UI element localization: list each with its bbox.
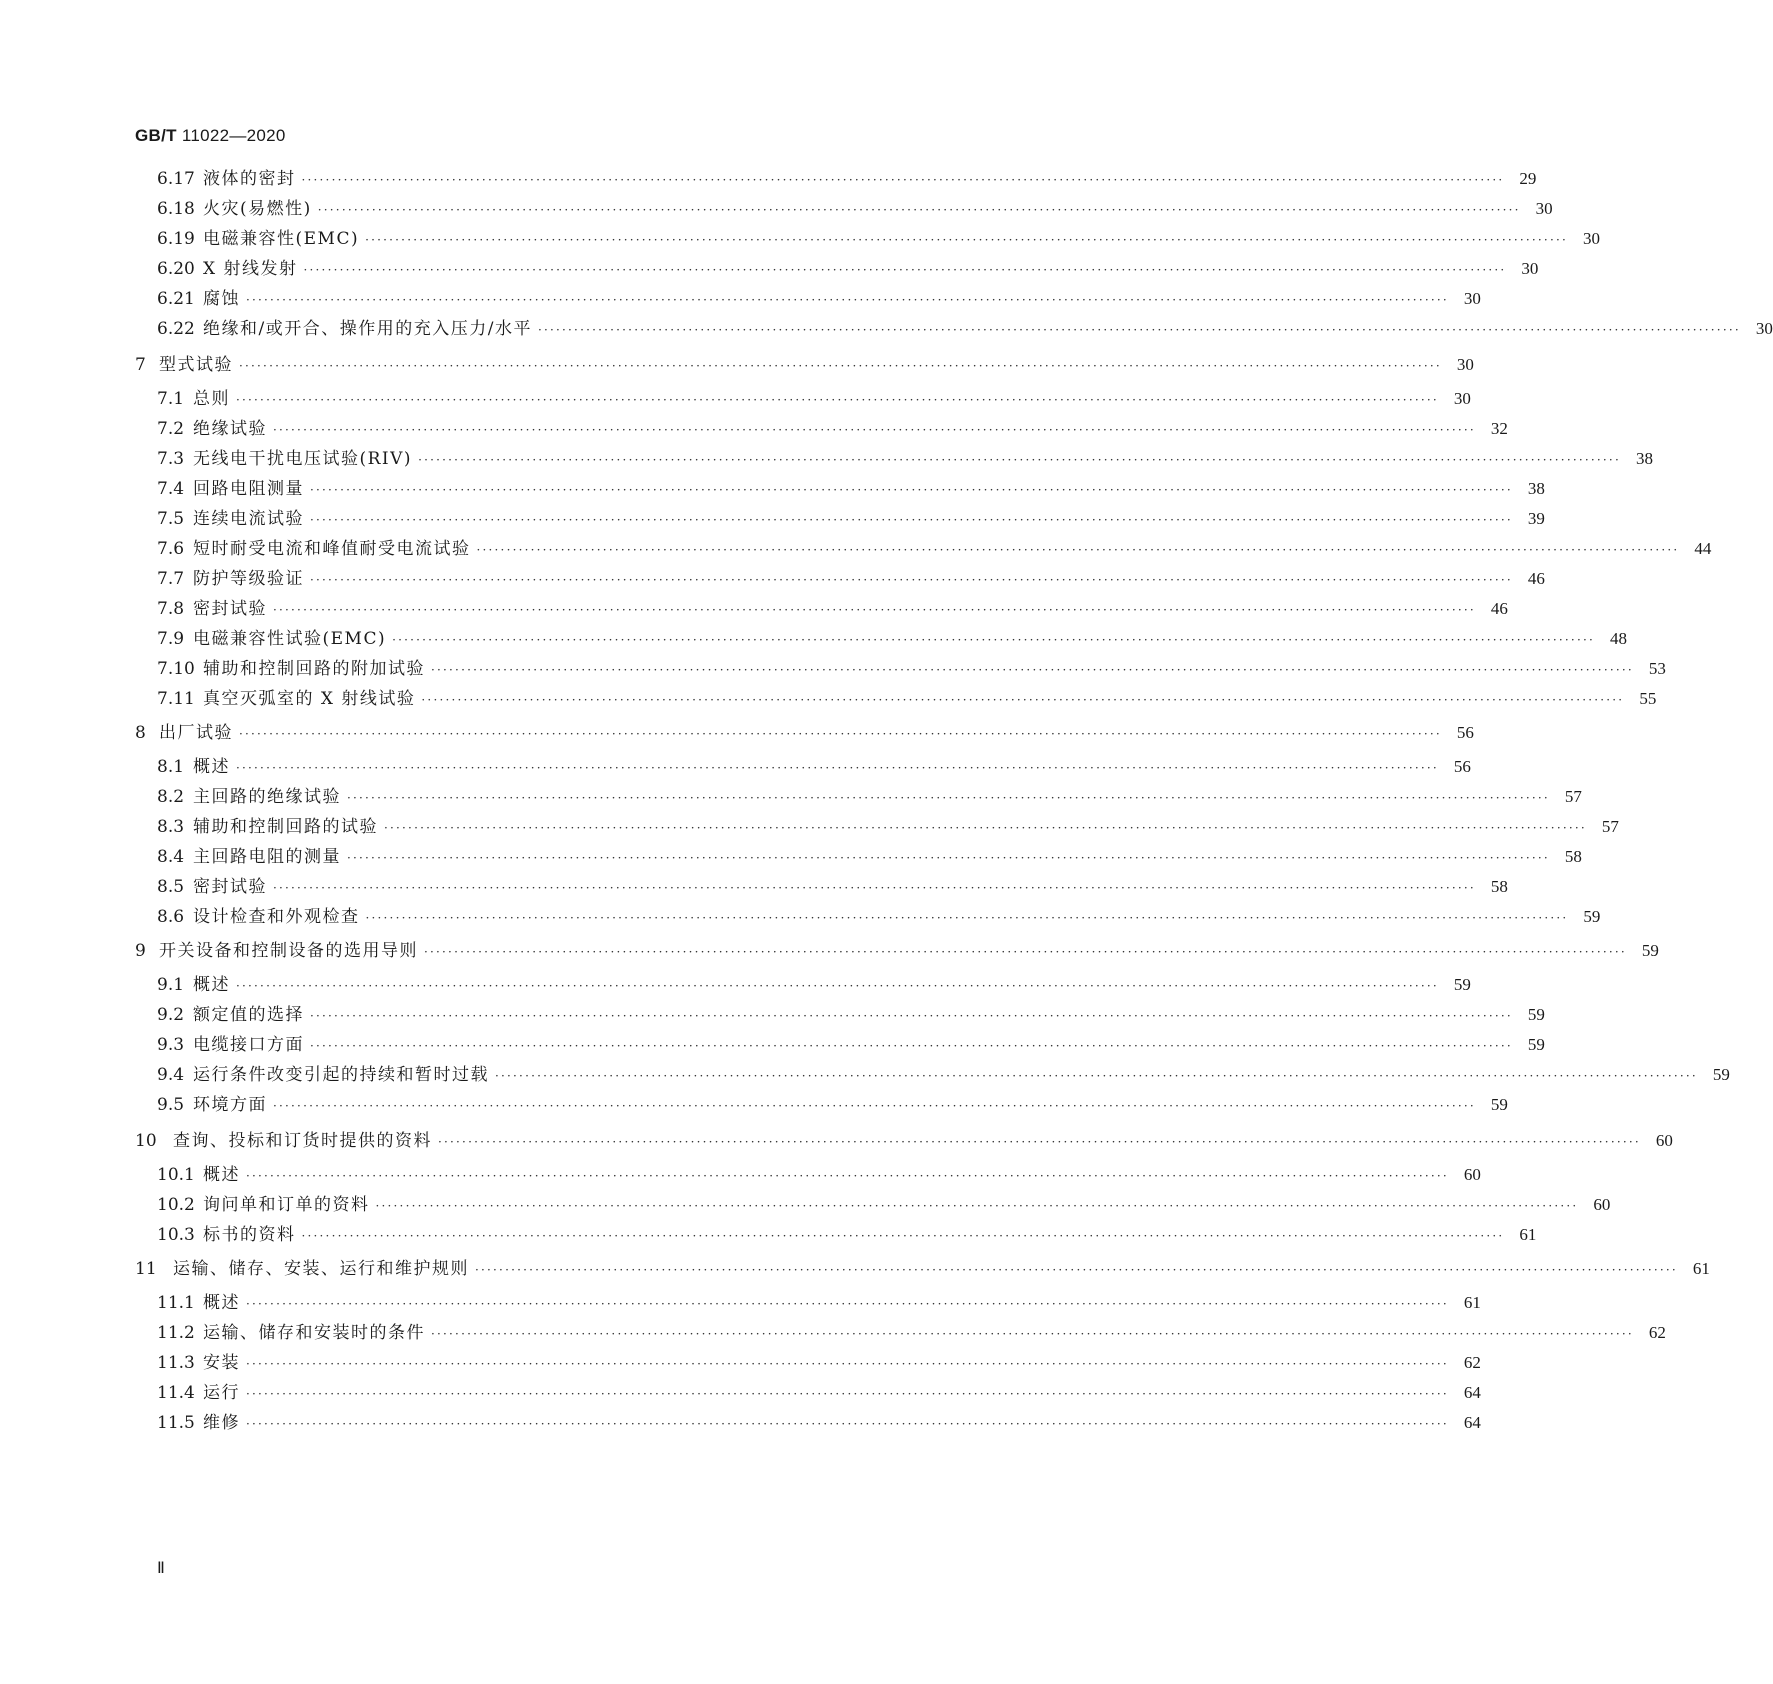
toc-entry-title: 液体的密封 <box>203 169 296 189</box>
toc-entry-page: 32 <box>1490 419 1508 438</box>
toc-entry-page: 48 <box>1609 629 1627 648</box>
toc-entry-page: 61 <box>1463 1293 1481 1312</box>
toc-leader-dots: ········································································································································································································ <box>384 821 1587 835</box>
toc-entry-page: 60 <box>1593 1195 1611 1214</box>
toc-entry-page: 46 <box>1527 569 1545 588</box>
toc-leader-dots: ········································································································································································································ <box>303 263 1507 277</box>
toc-entry[interactable] <box>157 508 1545 531</box>
toc-entry-number: 6.20 <box>157 259 195 279</box>
toc-entry-number: 9.2 <box>157 1005 185 1025</box>
toc-entry[interactable] <box>157 598 1508 621</box>
toc-leader-dots: ········································································································································································································ <box>375 1199 1579 1213</box>
toc-entry-number: 9.4 <box>157 1065 185 1085</box>
toc-entry-title: 型式试验 <box>159 355 233 375</box>
toc-entry-title: 电缆接口方面 <box>193 1035 304 1055</box>
toc-entry[interactable] <box>157 1004 1545 1027</box>
toc-entry-title: 概述 <box>203 1293 240 1313</box>
standard-code: GB/T <box>135 126 177 145</box>
toc-entry-number: 10.2 <box>157 1195 195 1215</box>
toc-entry[interactable] <box>157 1094 1508 1117</box>
toc-leader-dots: ········································································································································································································ <box>239 359 1442 373</box>
toc-leader-dots: ········································································································································································································ <box>273 423 1476 437</box>
toc-entry-title: 运输、储存和安装时的条件 <box>203 1323 425 1343</box>
toc-leader-dots: ········································································································································································································ <box>421 693 1625 707</box>
toc-entry-number: 6.22 <box>157 319 195 339</box>
toc-entry-title: 运输、储存、安装、运行和维护规则 <box>173 1259 469 1279</box>
toc-entry-page: 38 <box>1635 449 1653 468</box>
toc-entry-number: 8.4 <box>157 847 185 867</box>
toc-entry-title: 出厂试验 <box>159 723 233 743</box>
toc-entry-title: 电磁兼容性(EMC) <box>203 229 360 249</box>
toc-leader-dots: ········································································································································································································ <box>239 727 1442 741</box>
page-number-footer: Ⅱ <box>157 1560 165 1577</box>
toc-entry[interactable] <box>157 876 1508 899</box>
toc-entry-page: 60 <box>1655 1131 1673 1150</box>
toc-entry-title: 额定值的选择 <box>193 1005 304 1025</box>
toc-entry-title: 开关设备和控制设备的选用导则 <box>159 941 418 961</box>
toc-entry[interactable] <box>157 288 1481 311</box>
toc-entry[interactable] <box>135 722 1474 745</box>
toc-entry-title: 运行 <box>203 1383 240 1403</box>
toc-entry-number: 7.5 <box>157 509 185 529</box>
toc-entry[interactable] <box>157 1164 1481 1187</box>
toc-entry-page: 59 <box>1527 1005 1545 1024</box>
toc-leader-dots: ········································································································································································································ <box>310 573 1513 587</box>
toc-entry-title: 概述 <box>203 1165 240 1185</box>
toc-entry-number: 7 <box>135 355 146 375</box>
toc-entry-page: 64 <box>1463 1383 1481 1402</box>
toc-leader-dots: ········································································································································································································ <box>246 1387 1449 1401</box>
toc-leader-dots: ········································································································································································································ <box>301 173 1505 187</box>
toc-entry[interactable] <box>157 1224 1537 1247</box>
toc-entry-title: 电磁兼容性试验(EMC) <box>193 629 387 649</box>
toc-entry-page: 61 <box>1692 1259 1710 1278</box>
toc-entry[interactable] <box>157 228 1600 251</box>
toc-entry-title: 火灾(易燃性) <box>203 199 312 219</box>
toc-entry[interactable] <box>157 1292 1481 1315</box>
toc-entry[interactable] <box>157 906 1601 929</box>
toc-entry[interactable] <box>157 1034 1545 1057</box>
toc-leader-dots: ········································································································································································································ <box>476 543 1680 557</box>
toc-entry-title: 运行条件改变引起的持续和暂时过载 <box>193 1065 489 1085</box>
toc-leader-dots: ········································································································································································································ <box>246 293 1449 307</box>
toc-leader-dots: ········································································································································································································ <box>310 1009 1513 1023</box>
toc-entry-number: 6.19 <box>157 229 195 249</box>
toc-entry[interactable] <box>157 568 1545 591</box>
toc-entry-number: 7.1 <box>157 389 185 409</box>
toc-entry-page: 30 <box>1582 229 1600 248</box>
toc-leader-dots: ········································································································································································································ <box>347 791 1550 805</box>
toc-leader-dots: ········································································································································································································ <box>246 1169 1449 1183</box>
toc-entry-title: 标书的资料 <box>203 1225 296 1245</box>
toc-entry-page: 30 <box>1456 355 1474 374</box>
toc-entry-page: 30 <box>1521 259 1539 278</box>
toc-leader-dots: ········································································································································································································ <box>236 761 1439 775</box>
toc-entry-title: 询问单和订单的资料 <box>203 1195 370 1215</box>
toc-entry-title: 概述 <box>193 975 230 995</box>
toc-entry-page: 59 <box>1490 1095 1508 1114</box>
toc-entry-page: 56 <box>1456 723 1474 742</box>
toc-entry-title: 主回路的绝缘试验 <box>193 787 341 807</box>
toc-entry[interactable] <box>157 448 1653 471</box>
toc-entry-number: 11.5 <box>157 1413 195 1433</box>
toc-entry-number: 8.5 <box>157 877 185 897</box>
toc-entry[interactable] <box>157 1194 1611 1217</box>
toc-leader-dots: ········································································································································································································ <box>431 1327 1634 1341</box>
toc-leader-dots: ········································································································································································································ <box>365 233 1568 247</box>
toc-entry-number: 7.10 <box>157 659 195 679</box>
toc-leader-dots: ········································································································································································································ <box>246 1417 1449 1431</box>
toc-entry-page: 61 <box>1519 1225 1537 1244</box>
toc-entry-title: 环境方面 <box>193 1095 267 1115</box>
toc-leader-dots: ········································································································································································································ <box>347 851 1550 865</box>
toc-entry[interactable] <box>157 388 1471 411</box>
toc-entry-page: 62 <box>1648 1323 1666 1342</box>
toc-entry[interactable] <box>157 846 1582 869</box>
toc-entry-number: 7.9 <box>157 629 185 649</box>
toc-entry[interactable] <box>157 1382 1481 1405</box>
toc-entry-title: 辅助和控制回路的附加试验 <box>203 659 425 679</box>
toc-entry[interactable] <box>157 1352 1481 1375</box>
toc-entry[interactable] <box>157 418 1508 441</box>
toc-entry-page: 59 <box>1583 907 1601 926</box>
toc-entry-page: 53 <box>1648 659 1666 678</box>
toc-leader-dots: ········································································································································································································ <box>317 203 1521 217</box>
toc-entry-page: 30 <box>1463 289 1481 308</box>
toc-entry-page: 59 <box>1712 1065 1730 1084</box>
toc-entry-number: 11.4 <box>157 1383 195 1403</box>
toc-entry[interactable] <box>157 756 1471 779</box>
toc-entry-number: 9 <box>135 941 146 961</box>
toc-entry[interactable] <box>135 354 1474 377</box>
toc-entry-page: 39 <box>1527 509 1545 528</box>
toc-entry[interactable] <box>157 1064 1730 1087</box>
toc-entry-page: 30 <box>1535 199 1553 218</box>
toc-entry-title: X 射线发射 <box>203 259 298 279</box>
toc-entry[interactable] <box>157 974 1471 997</box>
toc-leader-dots: ········································································································································································································ <box>431 663 1634 677</box>
toc-entry-number: 9.1 <box>157 975 185 995</box>
toc-entry[interactable] <box>157 786 1582 809</box>
toc-leader-dots: ········································································································································································································ <box>246 1357 1449 1371</box>
toc-entry-number: 7.4 <box>157 479 185 499</box>
toc-entry-page: 58 <box>1490 877 1508 896</box>
toc-entry-title: 密封试验 <box>193 599 267 619</box>
toc-entry[interactable] <box>135 1130 1673 1153</box>
toc-entry[interactable] <box>157 688 1657 711</box>
toc-entry[interactable] <box>157 318 1773 341</box>
toc-entry[interactable] <box>135 1258 1710 1281</box>
toc-leader-dots: ········································································································································································································ <box>424 945 1627 959</box>
toc-leader-dots: ········································································································································································································ <box>495 1069 1698 1083</box>
toc-entry-title: 概述 <box>193 757 230 777</box>
toc-leader-dots: ········································································································································································································ <box>301 1229 1505 1243</box>
toc-entry-title: 查询、投标和订货时提供的资料 <box>173 1131 432 1151</box>
toc-entry-page: 44 <box>1694 539 1712 558</box>
toc-leader-dots: ········································································································································································································ <box>273 1099 1476 1113</box>
toc-entry-number: 10.1 <box>157 1165 195 1185</box>
toc-entry-number: 8.6 <box>157 907 185 927</box>
toc-leader-dots: ········································································································································································································ <box>392 633 1595 647</box>
toc-leader-dots: ········································································································································································································ <box>236 979 1439 993</box>
toc-entry-number: 11.1 <box>157 1293 195 1313</box>
toc-leader-dots: ········································································································································································································ <box>273 881 1476 895</box>
toc-entry-page: 58 <box>1564 847 1582 866</box>
toc-entry-number: 8.3 <box>157 817 185 837</box>
toc-entry[interactable] <box>157 538 1712 561</box>
toc-entry-page: 29 <box>1519 169 1537 188</box>
toc-entry-title: 防护等级验证 <box>193 569 304 589</box>
toc-entry-number: 9.5 <box>157 1095 185 1115</box>
toc-leader-dots: ········································································································································································································ <box>475 1263 1678 1277</box>
toc-entry-page: 30 <box>1453 389 1471 408</box>
toc-entry-title: 主回路电阻的测量 <box>193 847 341 867</box>
toc-entry[interactable] <box>157 168 1537 191</box>
toc-entry-page: 57 <box>1601 817 1619 836</box>
toc-entry-title: 绝缘试验 <box>193 419 267 439</box>
toc-entry-page: 59 <box>1527 1035 1545 1054</box>
toc-leader-dots: ········································································································································································································ <box>273 603 1476 617</box>
toc-leader-dots: ········································································································································································································ <box>310 513 1513 527</box>
toc-entry-title: 辅助和控制回路的试验 <box>193 817 378 837</box>
toc-entry-page: 62 <box>1463 1353 1481 1372</box>
toc-entry-page: 64 <box>1463 1413 1481 1432</box>
toc-entry[interactable] <box>157 658 1666 681</box>
toc-entry-number: 6.17 <box>157 169 195 189</box>
toc-entry-number: 8.1 <box>157 757 185 777</box>
toc-entry-number: 10.3 <box>157 1225 195 1245</box>
toc-entry-title: 回路电阻测量 <box>193 479 304 499</box>
toc-leader-dots: ········································································································································································································ <box>438 1135 1641 1149</box>
toc-entry-title: 连续电流试验 <box>193 509 304 529</box>
toc-entry-number: 11 <box>135 1259 157 1279</box>
toc-entry-number: 9.3 <box>157 1035 185 1055</box>
toc-entry-number: 7.11 <box>157 689 195 709</box>
toc-entry[interactable] <box>135 940 1659 963</box>
toc-entry-page: 60 <box>1463 1165 1481 1184</box>
toc-entry-page: 46 <box>1490 599 1508 618</box>
toc-entry-number: 10 <box>135 1131 157 1151</box>
toc-leader-dots: ········································································································································································································ <box>310 1039 1513 1053</box>
toc-entry[interactable] <box>157 198 1553 221</box>
standard-number: 11022—2020 <box>181 126 286 145</box>
toc-entry-title: 维修 <box>203 1413 240 1433</box>
toc-leader-dots: ········································································································································································································ <box>310 483 1513 497</box>
toc-entry-number: 7.3 <box>157 449 185 469</box>
toc-entry-title: 安装 <box>203 1353 240 1373</box>
toc-entry-title: 腐蚀 <box>203 289 240 309</box>
toc-entry-number: 7.2 <box>157 419 185 439</box>
toc-entry-number: 7.8 <box>157 599 185 619</box>
toc-entry-page: 59 <box>1453 975 1471 994</box>
toc-entry-number: 7.7 <box>157 569 185 589</box>
toc-entry-title: 无线电干扰电压试验(RIV) <box>193 449 413 469</box>
toc-entry-title: 短时耐受电流和峰值耐受电流试验 <box>193 539 471 559</box>
toc-entry-title: 密封试验 <box>193 877 267 897</box>
toc-entry[interactable] <box>157 816 1619 839</box>
toc-leader-dots: ········································································································································································································ <box>365 911 1569 925</box>
toc-entry-title: 绝缘和/或开合、操作用的充入压力/水平 <box>203 319 532 339</box>
toc-entry-page: 57 <box>1564 787 1582 806</box>
toc-entry[interactable] <box>157 478 1545 501</box>
toc-entry[interactable] <box>157 1412 1481 1435</box>
toc-entry-page: 56 <box>1453 757 1471 776</box>
toc-leader-dots: ········································································································································································································ <box>236 393 1439 407</box>
toc-leader-dots: ········································································································································································································ <box>246 1297 1449 1311</box>
toc-entry-page: 55 <box>1639 689 1657 708</box>
toc-entry-number: 7.6 <box>157 539 185 559</box>
toc-entry-title: 设计检查和外观检查 <box>193 907 360 927</box>
toc-entry-number: 11.2 <box>157 1323 195 1343</box>
toc-entry-page: 38 <box>1527 479 1545 498</box>
toc-entry-page: 59 <box>1641 941 1659 960</box>
toc-entry-number: 6.21 <box>157 289 195 309</box>
toc-entry-number: 11.3 <box>157 1353 195 1373</box>
toc-entry-title: 真空灭弧室的 X 射线试验 <box>203 689 416 709</box>
toc-entry-number: 6.18 <box>157 199 195 219</box>
toc-entry[interactable] <box>157 1322 1666 1345</box>
toc-entry-page: 30 <box>1755 319 1773 338</box>
toc-entry[interactable] <box>157 628 1627 651</box>
toc-entry-number: 8 <box>135 723 146 743</box>
toc-entry-title: 总则 <box>193 389 230 409</box>
toc-entry-number: 8.2 <box>157 787 185 807</box>
toc-leader-dots: ········································································································································································································ <box>537 323 1741 337</box>
toc-entry[interactable] <box>157 258 1539 281</box>
toc-leader-dots: ········································································································································································································ <box>418 453 1621 467</box>
